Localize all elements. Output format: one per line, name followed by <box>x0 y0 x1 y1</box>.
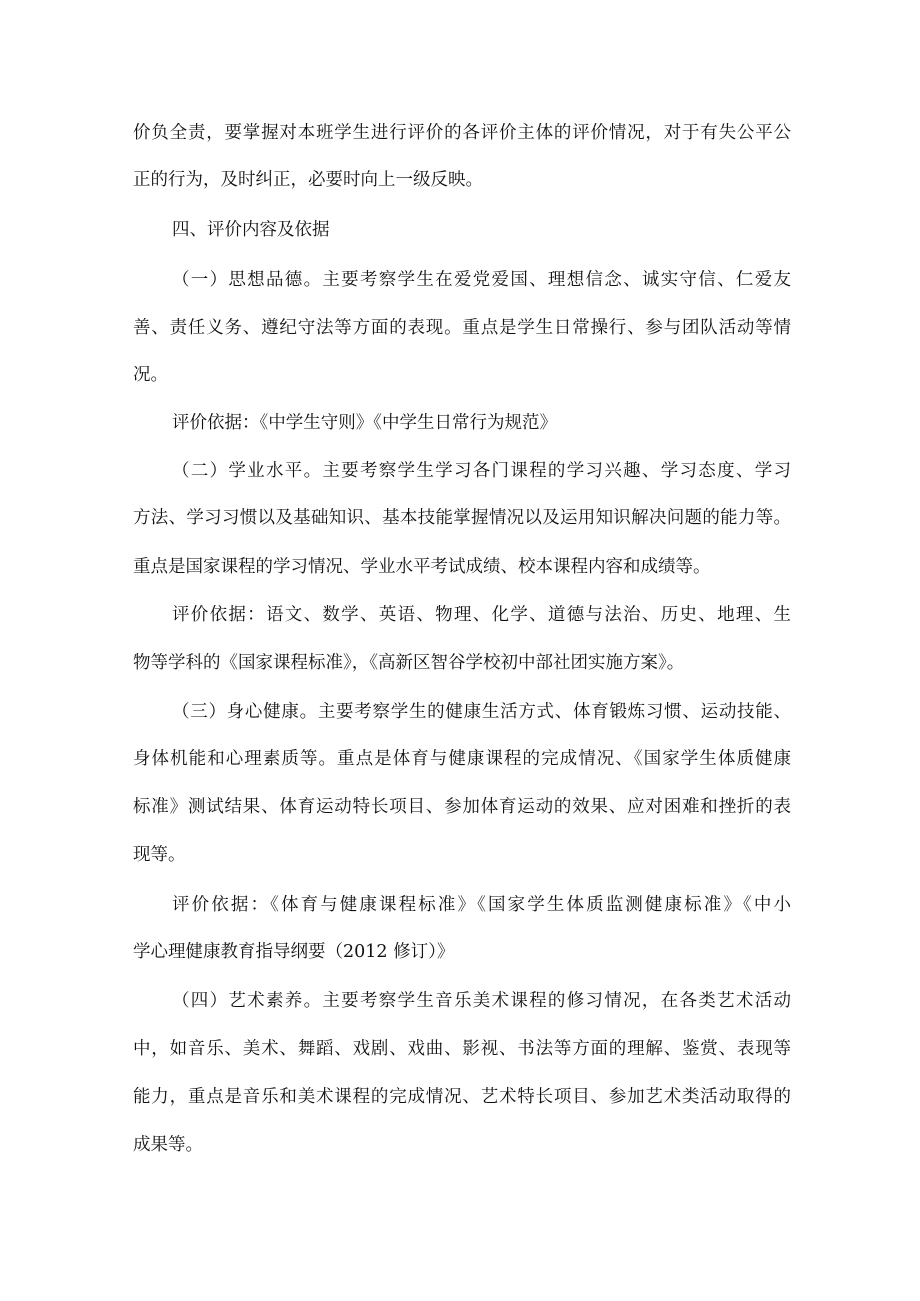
paragraph-line: 评价依据：语文、数学、英语、物理、化学、道德与法治、历史、地理、生 <box>172 605 791 625</box>
paragraph-line: 况。 <box>133 365 168 385</box>
paragraph-line: 身体机能和心理素质等。重点是体育与健康课程的完成情况、《国家学生体质健康 <box>133 749 791 769</box>
paragraph-line: 价负全责，要掌握对本班学生进行评价的各评价主体的评价情况，对于有失公平公 <box>133 123 791 143</box>
paragraph-line: （一）思想品德。主要考察学生在爱党爱国、理想信念、诚实守信、仁爱友 <box>172 270 791 290</box>
paragraph-line: （二）学业水平。主要考察学生学习各门课程的学习兴趣、学习态度、学习 <box>172 461 791 481</box>
paragraph-line: 物等学科的《国家课程标准》，《高新区智谷学校初中部社团实施方案》。 <box>133 653 685 673</box>
paragraph-line: 成果等。 <box>133 1135 203 1155</box>
paragraph-line: （四）艺术素养。主要考察学生音乐美术课程的修习情况，在各类艺术活动 <box>172 991 791 1011</box>
paragraph-line: 方法、学习习惯以及基础知识、基本技能掌握情况以及运用知识解决问题的能力等。 <box>133 508 791 528</box>
paragraph-line: 评价依据：《中学生守则》《中学生日常行为规范》 <box>172 413 557 433</box>
paragraph-line: 现等。 <box>133 845 186 865</box>
paragraph-line: 标准》测试结果、体育运动特长项目、参加体育运动的效果、应对困难和挫折的表 <box>133 797 791 817</box>
section-heading-text: 四、评价内容及依据 <box>172 220 330 240</box>
paragraph-line: 中，如音乐、美术、舞蹈、戏剧、戏曲、影视、书法等方面的理解、鉴赏、表现等 <box>133 1039 791 1059</box>
paragraph-line: 重点是国家课程的学习情况、学业水平考试成绩、校本课程内容和成绩等。 <box>133 557 711 577</box>
paragraph-line: 学心理健康教育指导纲要（2012 修订）》 <box>133 942 455 962</box>
paragraph-line: 正的行为，及时纠正，必要时向上一级反映。 <box>133 170 483 190</box>
paragraph-line: 评价依据：《体育与健康课程标准》《国家学生体质监测健康标准》《中小 <box>172 895 791 915</box>
paragraph-line: （三）身心健康。主要考察学生的健康生活方式、体育锻炼习惯、运动技能、 <box>172 702 791 722</box>
paragraph-line: 善、责任义务、遵纪守法等方面的表现。重点是学生日常操行、参与团队活动等情 <box>133 318 791 338</box>
paragraph-line: 能力，重点是音乐和美术课程的完成情况、艺术特长项目、参加艺术类活动取得的 <box>133 1087 791 1107</box>
